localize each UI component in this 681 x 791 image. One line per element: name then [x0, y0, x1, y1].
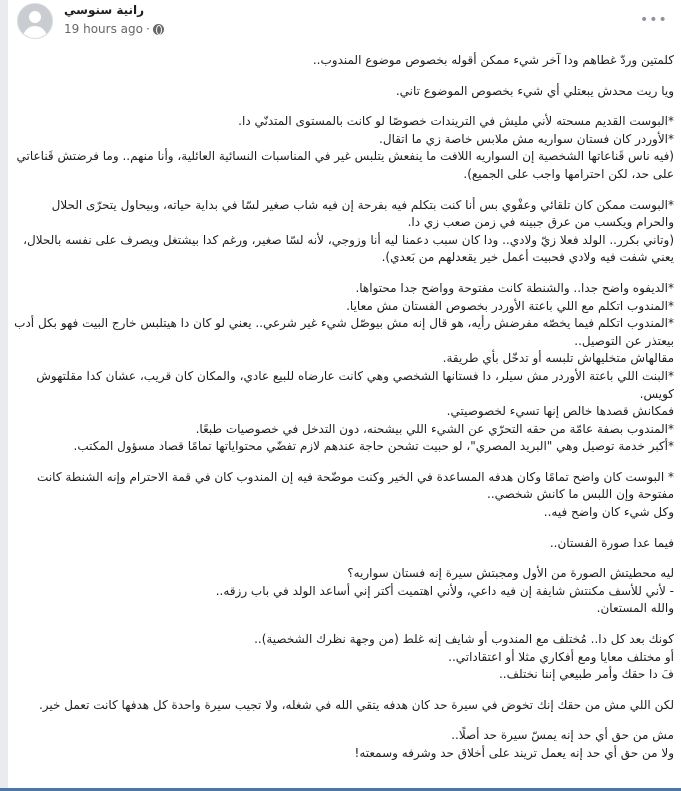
post-text-line: (وتاني بكرر.. الولد فعلا زيّ ولادي.. ودا كان سبب دعمنا ليه أنا وزوجي، لأنه لسّا صغير، ورغم كدا بيشتغل ويصرف على نفسه بالحلال، يعني شفت فيه ولادي فحبيت أعمل خير يقعدلهم من بَعدي). — [23, 232, 674, 265]
post-paragraph — [14, 280, 674, 456]
post-text-line: - لأني للأسف مكنتش شايفة إن فيه داعي، ولأني اهتميت أكتر إني أساعد الولد في باب رزقه.. — [215, 583, 674, 598]
post-text-line: والله المستعان. — [596, 601, 674, 616]
post-text-line: *الديفوه واضح جدا.. والشنطة كانت مفتوحة وواضح جدا محتواها. — [355, 280, 674, 295]
post-paragraph — [14, 197, 674, 267]
post-text-line: *البوست ممكن كان تلقائي وعفْوي بس أنا كنت بتكلم فيه بفرحة إن فيه شاب صغير لسّا في بداية حياته، وبيحاول يتحرّى الحلال والحرام ويكسب من عرق جبينه في زمن صعب زي دا. — [51, 197, 674, 230]
post-text-line: كونك بعد كل دا.. مُختلف مع المندوب أو شايف إنه غلط (من وجهة نظرك الشخصية).. — [254, 632, 674, 647]
post-text-line: لكن اللي مش من حقك إنك تخوض في سيرة حد كان هدفه يتقي الله في شغله، ولا تجيب سيرة واحدة كل هدفها كانت تعمل خير. — [38, 697, 674, 712]
post-text-line: *أكبر خدمة توصيل وهي "البريد المصري"، لو حبيت تشحن حاجة عندهم لازم تفضّي محتواياتها تمامًا قصاد مسؤول المكتب. — [73, 439, 674, 454]
post-text-line: ليه محطيتش الصورة من الأول ومجبتش سيرة إنه فستان سواريه؟ — [347, 566, 674, 581]
post-text-line: ويا ريت محدش يبعتلي أي شيء بخصوص الموضوع تاني. — [395, 83, 674, 98]
author-name[interactable]: رانية سنوسي — [64, 3, 145, 17]
post-text-line: فيما عدا صورة الفستان.. — [549, 535, 674, 550]
post-text-line: *المندوب اتكلم فيما يخصّه مفرضش رأيه، هو قال إنه مش بيوصّل شيء غير شرعي.. يعني لو كان دا هيتلبس خارج البيت فهو بكل أدب بيعتذر عن التوصيل.. — [14, 316, 674, 348]
post-text-line: فَ دا حقك وأمر طبيعي إننا نختلف.. — [498, 667, 674, 682]
avatar-body-shape — [23, 26, 47, 39]
post-text-line: مقالهاش متخليهاش تلبسه أو تدخّل بأي طريقة. — [442, 351, 674, 366]
post-paragraph — [14, 52, 674, 70]
post-text-line: *المندوب بصفة عامّة من حقه التحرّي عن الشيء اللي بيشحنه، دون التدخل في خصوصيات طبعًا. — [195, 421, 674, 436]
post-text-line: ولا من حق أي حد إنه يعمل تريند على أخلاق حد وشرفه وسمعته! — [354, 746, 674, 760]
globe-icon[interactable] — [153, 24, 164, 35]
page-side-strip — [0, 0, 8, 791]
avatar-head-shape — [29, 11, 41, 23]
more-options-button[interactable]: ••• — [640, 12, 668, 28]
post-text-line: أو مختلف معايا ومع أفكاري مثلا أو اعتقاداتي.. — [448, 649, 674, 664]
post-text-line: (فيه ناس قَناعاتها الشخصية إن السواريه اللافت ما ينفعش يتلبس غير في المناسبات النسائية العائلية، وأنا منهم.. وما فرضتش قَناعاتي على حد، لكن احترامها واجب على الجميع). — [16, 149, 674, 181]
post-text-line: *المندوب اتكلم مع اللي باعتة الأوردر بخصوص الفستان مش معايا. — [346, 298, 674, 313]
post-text-line: وكل شيء كان واضح فيه.. — [543, 505, 674, 520]
post-body — [14, 52, 674, 776]
post-paragraph — [14, 83, 674, 101]
post-meta — [64, 22, 164, 36]
post-paragraph — [14, 697, 674, 715]
post-text-line: *البوست القديم مسحته لأني مليش في التريندات خصوصًا لو كانت بالمستوى المتدنّي دا. — [238, 114, 674, 129]
post-timestamp[interactable]: 19 hours ago — [64, 22, 143, 36]
post-text-line: *البنت اللي باعتة الأوردر مش سيلر، دا فستانها الشخصي وهي كانت عارضاه للبيع عادي، والمكان كان قريب، عشان كدا مقلتهوش كويس. — [36, 368, 674, 401]
post-paragraph — [14, 565, 674, 618]
post-paragraph — [14, 727, 674, 762]
post-text-line: * البوست كان واضح تمامًا وكان هدفه المساعدة في الخير وكنت موضّحة فيه إن المندوب كان في قمة الاحترام وإنه الشنطة كانت مفتوحة وإن اللبس ما كانش شخصي.. — [37, 469, 674, 502]
post-paragraph — [14, 631, 674, 684]
post-text-line: *الأوردر كان فستان سواريه مش ملابس خاصة زي ما اتقال. — [379, 131, 674, 146]
post-paragraph — [14, 535, 674, 553]
post-text-line: فمكانش قصدها خالص إنها تسيء لخصوصيتي. — [446, 404, 674, 419]
meta-separator: · — [145, 22, 150, 36]
author-avatar[interactable] — [17, 3, 53, 39]
post-paragraph — [14, 113, 674, 183]
post-text-line: كلمتين وردّ غطاهم ودا آخر شيء ممكن أقوله بخصوص موضوع المندوب.. — [312, 53, 674, 67]
post-text-line: مش من حق أي حد إنه يمسّ سيرة حد أصلًا.. — [451, 728, 674, 743]
post-paragraph — [14, 469, 674, 522]
